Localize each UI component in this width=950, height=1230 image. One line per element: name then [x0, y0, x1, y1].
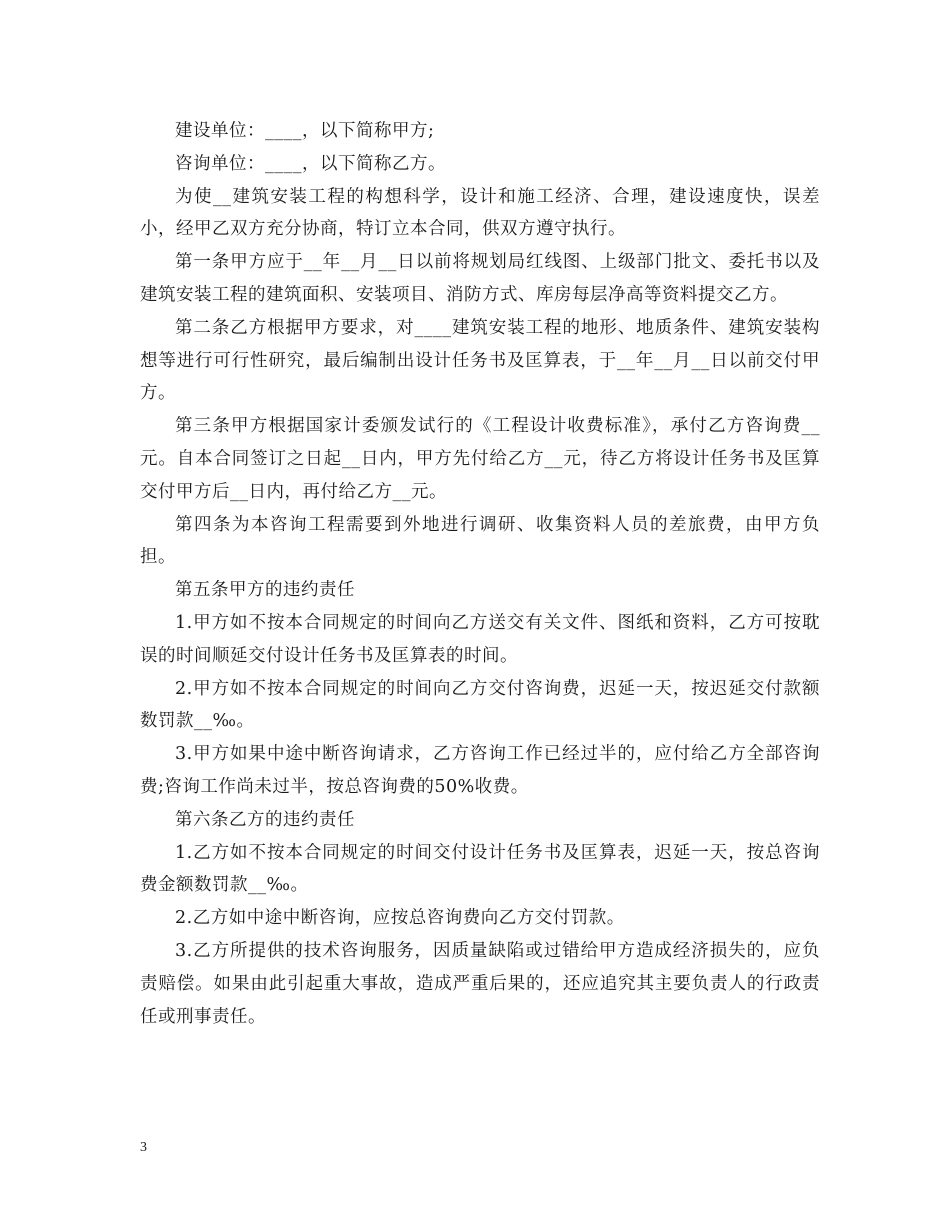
paragraph-article-3: 第三条甲方根据国家计委颁发试行的《工程设计收费标准》，承付乙方咨询费__元。自本合同签订之日起__日内，甲方先付给乙方__元，待乙方将设计任务书及匡算交付甲方后__日内，再付给乙方__元。 [140, 416, 820, 502]
paragraph-article-5-item-2: 2.甲方如不按本合同规定的时间向乙方交付咨询费，迟延一天，按迟延交付款额数罚款__‰。 [140, 678, 820, 732]
paragraph-construction-unit: 建设单位：____，以下简称甲方; [175, 121, 435, 141]
page-number: 3 [140, 1140, 147, 1155]
paragraph-article-5-item-1: 1.甲方如不按本合同规定的时间向乙方送交有关文件、图纸和资料，乙方可按耽误的时间顺延交付设计任务书及匡算表的时间。 [140, 612, 820, 666]
paragraph-article-6-heading: 第六条乙方的违约责任 [175, 809, 355, 830]
paragraph-article-4: 第四条为本咨询工程需要到外地进行调研、收集资料人员的差旅费，由甲方负担。 [140, 514, 820, 568]
paragraph-article-6-item-2: 2.乙方如中途中断咨询，应按总咨询费向乙方交付罚款。 [175, 908, 625, 929]
paragraph-consulting-unit: 咨询单位：____，以下简称乙方。 [175, 153, 446, 174]
paragraph-article-2: 第二条乙方根据甲方要求，对____建筑安装工程的地形、地质条件、建筑安装构想等进行可行性研究，最后编制出设计任务书及匡算表，于__年__月__日以前交付甲方。 [140, 317, 820, 404]
document-body [140, 115, 820, 1033]
paragraph-preamble: 为使__建筑安装工程的构想科学，设计和施工经济、合理，建设速度快，误差小，经甲乙双方充分协商，特订立本合同，供双方遵守执行。 [140, 186, 820, 240]
paragraph-article-1: 第一条甲方应于__年__月__日以前将规划局红线图、上级部门批文、委托书以及建筑安装工程的建筑面积、安装项目、消防方式、库房每层净高等资料提交乙方。 [140, 252, 820, 305]
paragraph-article-6-item-3: 3.乙方所提供的技术咨询服务，因质量缺陷或过错给甲方造成经济损失的，应负责赔偿。如果由此引起重大事故，造成严重后果的，还应追究其主要负责人的行政责任或刑事责任。 [140, 940, 820, 1027]
paragraph-article-5-item-3: 3.甲方如果中途中断咨询请求，乙方咨询工作已经过半的，应付给乙方全部咨询费;咨询工作尚未过半，按总咨询费的50%收费。 [140, 744, 820, 797]
paragraph-article-5-heading: 第五条甲方的违约责任 [175, 580, 355, 601]
paragraph-article-6-item-1: 1.乙方如不按本合同规定的时间交付设计任务书及匡算表，迟延一天，按总咨询费金额数罚款__‰。 [140, 842, 820, 896]
